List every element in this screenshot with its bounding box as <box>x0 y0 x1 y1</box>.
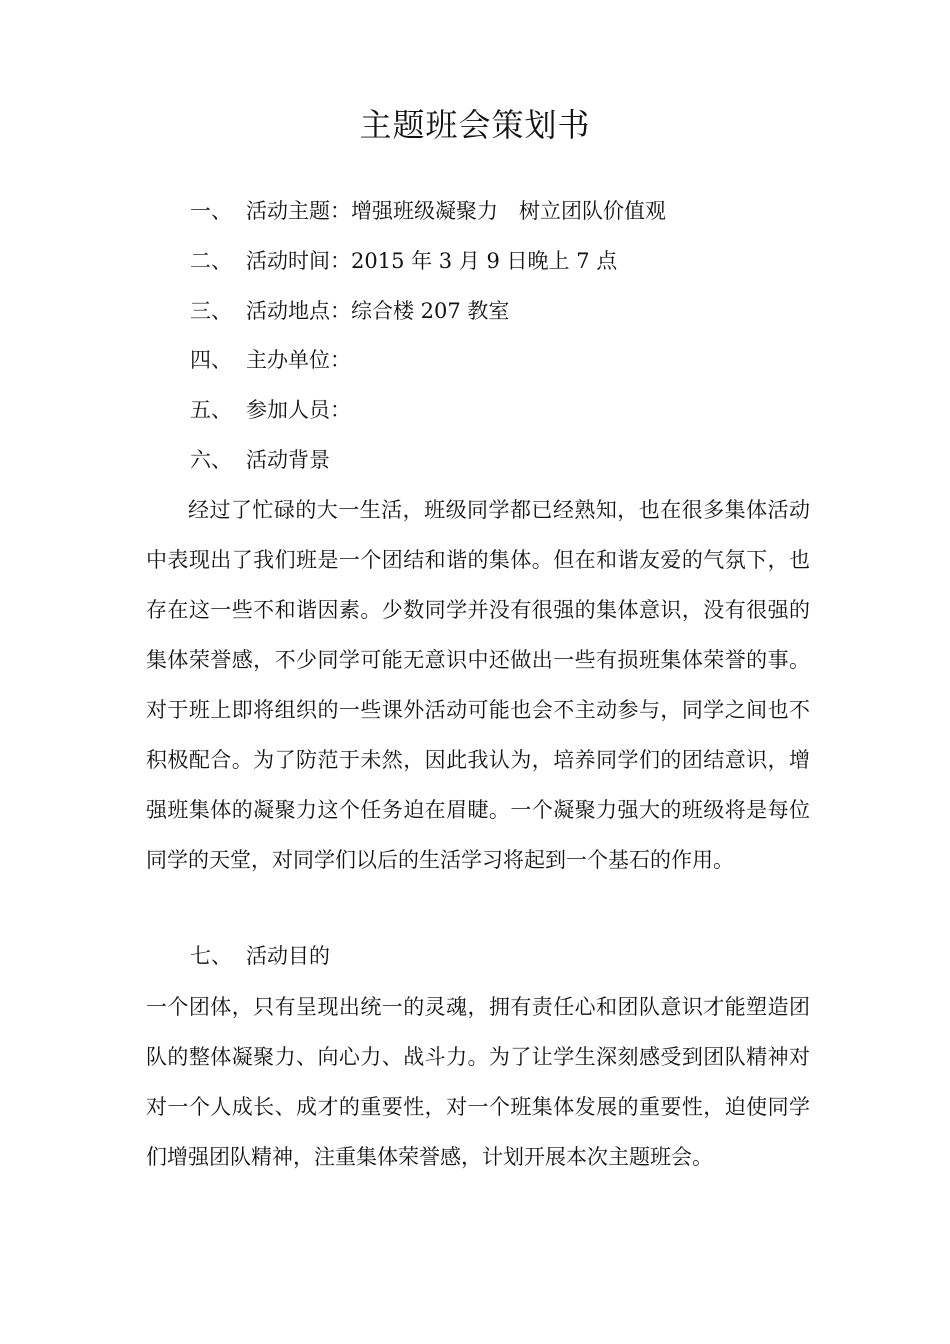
item-text: 活动目的 <box>246 944 330 968</box>
item-text: 活动背景 <box>246 448 330 472</box>
item-number: 七、 <box>190 944 232 968</box>
item-activity-location <box>190 293 509 329</box>
item-background-heading <box>190 442 330 478</box>
item-purpose-heading <box>190 938 330 974</box>
item-activity-time <box>190 243 617 279</box>
item-organizer <box>190 342 351 378</box>
item-number: 五、 <box>190 398 232 422</box>
item-text: 主办单位： <box>246 348 351 372</box>
background-paragraph: 经过了忙碌的大一生活，班级同学都已经熟知，也在很多集体活动中表现出了我们班是一个团结和谐的集体。但在和谐友爱的气氛下，也存在这一些不和谐因素。少数同学并没有很强的集体意识，没有很强的集体荣誉感，不少同学可能无意识中还做出一些有损班集体荣誉的事。对于班上即将组织的一些课外活动可能也会不主动参与，同学之间也不积极配合。为了防范于未然，因此我认为，培养同学们的团结意识，增强班集体的凝聚力这个任务迫在眉睫。一个凝聚力强大的班级将是每位同学的天堂，对同学们以后的生活学习将起到一个基石的作用。 <box>146 498 810 872</box>
item-text: 活动地点：综合楼 207 教室 <box>246 299 510 323</box>
item-text: 活动时间：2015 年 3 月 9 日晚上 7 点 <box>246 249 618 273</box>
item-number: 一、 <box>190 199 232 223</box>
item-number: 三、 <box>190 299 232 323</box>
item-number: 二、 <box>190 249 232 273</box>
item-number: 六、 <box>190 448 232 472</box>
purpose-paragraph: 一个团体，只有呈现出统一的灵魂，拥有责任心和团队意识才能塑造团队的整体凝聚力、向心力、战斗力。为了让学生深刻感受到团队精神对对一个人成长、成才的重要性，对一个班集体发展的重要性，迫使同学们增强团队精神，注重集体荣誉感，计划开展本次主题班会。 <box>146 995 810 1169</box>
item-text: 参加人员： <box>246 398 351 422</box>
item-number: 四、 <box>190 348 232 372</box>
item-participants <box>190 392 351 428</box>
document-title: 主题班会策划书 <box>359 106 591 144</box>
item-text: 活动主题：增强班级凝聚力 树立团队价值观 <box>246 199 666 223</box>
item-activity-theme <box>190 193 666 229</box>
